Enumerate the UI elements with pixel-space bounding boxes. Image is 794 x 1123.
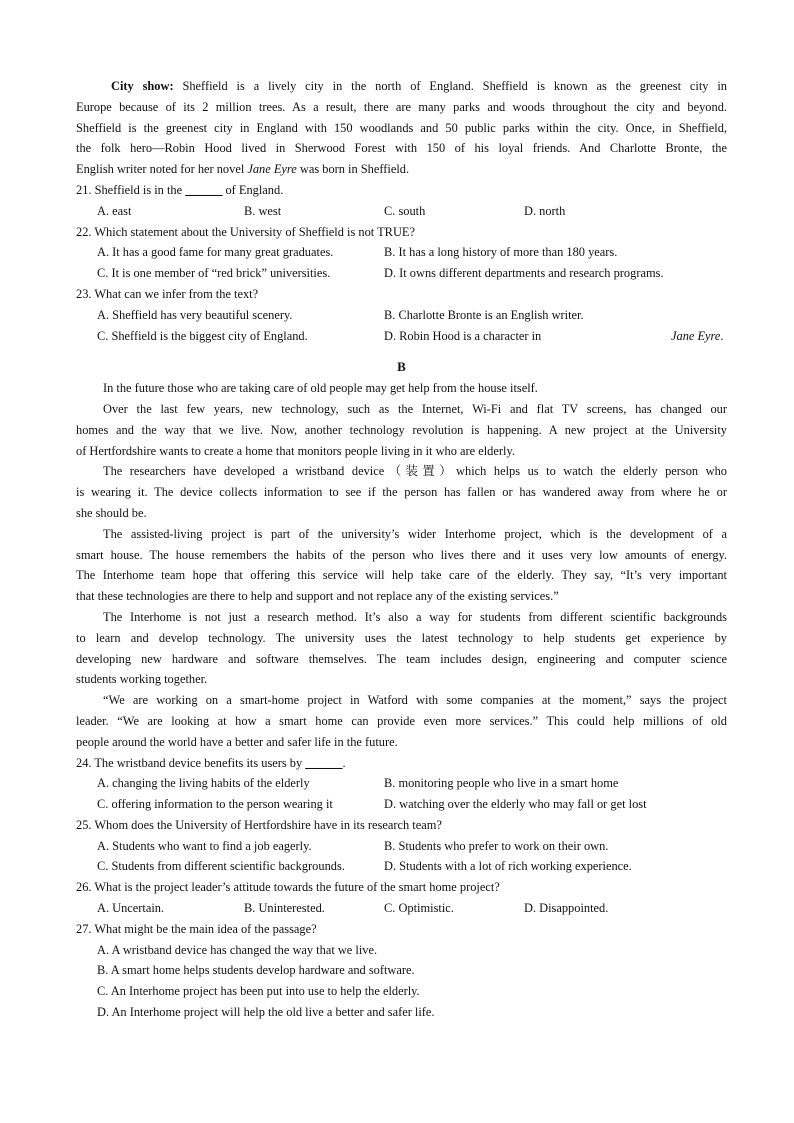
- options-row: [76, 836, 727, 857]
- novel-title: Jane Eyre: [247, 162, 297, 177]
- options-row: [76, 326, 727, 347]
- stem-text: 21. Sheffield is in the: [76, 182, 186, 197]
- option-b[interactable]: B. west: [244, 203, 282, 218]
- passage-b-p4-line: that these technologies are there to help and support and not replace any of the existing services.”: [76, 589, 559, 604]
- passage-b-p6-line: “We are working on a smart-home project in Watford with some companies at the moment,” says the project: [103, 693, 727, 708]
- options-row: [76, 242, 727, 263]
- question-25: [76, 815, 727, 877]
- passage-b-p6-line: leader. “We are looking at how a smart home can provide even more services.” This could help millions of old: [76, 713, 727, 728]
- city-show-label: City show:: [111, 79, 174, 93]
- passage-a-line-2: Europe because of its 2 million trees. As a result, there are many parks and woods throughout the city and beyond.: [76, 99, 727, 114]
- passage-b-p2-line: homes and the way that we live. Now, another technology revolution is happening. A new project at the University: [76, 422, 727, 437]
- passage-b-p3-line: The researchers have developed a wristband device（装置）which helps us to watch the elderly person who: [103, 464, 727, 479]
- passage-b-p5-line: to learn and develop technology. The university uses the latest technology to help students get experience by: [76, 630, 727, 645]
- stem-text: of England.: [222, 182, 284, 197]
- option-d[interactable]: D. watching over the elderly who may fall or get lost: [384, 797, 647, 812]
- stem-text: .: [342, 755, 346, 770]
- passage-b-p5-line: students working together.: [76, 672, 208, 687]
- options-row: [76, 773, 727, 794]
- option-a[interactable]: A. Students who want to find a job eagerly.: [97, 838, 312, 853]
- options-row: [76, 898, 727, 919]
- option-d-text: .: [720, 328, 724, 343]
- question-stem: [76, 753, 727, 774]
- option-b[interactable]: B. Uninterested.: [244, 901, 325, 916]
- passage-b-p3-line: she should be.: [76, 505, 147, 520]
- novel-title: Jane Eyre: [671, 328, 721, 343]
- passage-b-p4-line: The assisted-living project is part of the university’s wider Interhome project, which is the development of a: [103, 526, 727, 541]
- question-stem: 25. Whom does the University of Hertfordshire have in its research team?: [76, 817, 442, 832]
- question-stem: [76, 180, 727, 201]
- passage-a: [76, 76, 727, 180]
- question-stem: 26. What is the project leader’s attitude towards the future of the smart home project?: [76, 880, 500, 895]
- option-d-text: D. Robin Hood is a character in: [384, 328, 542, 343]
- options-row: [76, 263, 727, 284]
- option-c[interactable]: C. offering information to the person wearing it: [97, 797, 333, 812]
- passage-b-p2-line: Over the last few years, new technology, such as the Internet, Wi-Fi and flat TV screens, has changed our: [103, 401, 727, 416]
- passage-b: [76, 378, 727, 752]
- option-c[interactable]: C. It is one member of “red brick” universities.: [97, 266, 331, 281]
- option-a[interactable]: A. Sheffield has very beautiful scenery.: [97, 307, 293, 322]
- passage-b-p3-line: is wearing it. The device collects information to see if the person has fallen or has wandered away from where he or: [76, 485, 727, 500]
- options-row: [76, 201, 727, 222]
- option-d[interactable]: D. It owns different departments and research programs.: [384, 266, 664, 281]
- option-c[interactable]: C. Students from different scientific backgrounds.: [97, 859, 345, 874]
- options-row: [76, 794, 727, 815]
- question-27: [76, 919, 727, 1023]
- question-stem: 27. What might be the main idea of the passage?: [76, 921, 317, 936]
- question-23: [76, 284, 727, 346]
- passage-a-text: was born in Sheffield.: [296, 162, 410, 177]
- option-a[interactable]: A. A wristband device has changed the way that we live.: [97, 942, 378, 957]
- passage-b-p1: In the future those who are taking care of old people may get help from the house itself.: [103, 381, 538, 396]
- options-row: [76, 305, 727, 326]
- option-a[interactable]: A. Uncertain.: [97, 901, 165, 916]
- passage-a-line-1: [76, 76, 727, 97]
- document-page: [76, 76, 727, 1023]
- option-b[interactable]: B. A smart home helps students develop hardware and software.: [97, 963, 415, 978]
- option-b[interactable]: B. It has a long history of more than 180 years.: [384, 245, 618, 260]
- option-d[interactable]: D. Students with a lot of rich working experience.: [384, 859, 632, 874]
- option-d[interactable]: [384, 326, 724, 347]
- option-d[interactable]: D. Disappointed.: [524, 901, 609, 916]
- passage-b-p5-line: developing new hardware and software themselves. The team includes design, engineering and computer science: [76, 651, 727, 666]
- question-24: [76, 753, 727, 815]
- stem-text: 24. The wristband device benefits its users by: [76, 755, 306, 770]
- option-c[interactable]: C. Sheffield is the biggest city of England.: [97, 328, 308, 343]
- option-b[interactable]: B. monitoring people who live in a smart home: [384, 776, 619, 791]
- answer-blank: ______: [185, 182, 223, 197]
- question-21: [76, 180, 727, 222]
- passage-b-p2-line: of Hertfordshire wants to create a home that monitors people living in it who are elderly.: [76, 443, 515, 458]
- option-d[interactable]: D. An Interhome project will help the old live a better and safer life.: [97, 1005, 435, 1020]
- options-row: [76, 856, 727, 877]
- question-stem: 23. What can we infer from the text?: [76, 286, 259, 301]
- option-c[interactable]: C. south: [384, 203, 426, 218]
- passage-b-p4-line: smart house. The house remembers the habits of the person who lives there and it uses very low amounts of energy.: [76, 547, 727, 562]
- passage-a-line-5: [76, 159, 727, 180]
- option-a[interactable]: A. east: [97, 203, 132, 218]
- passage-a-line-3: Sheffield is the greenest city in England with 150 woodlands and 50 public parks within the city. Once, in Sheffield,: [76, 120, 727, 135]
- option-d[interactable]: D. north: [524, 203, 566, 218]
- passage-a-text: Sheffield is a lively city in the north of England. Sheffield is known as the greenest city in: [182, 79, 727, 93]
- passage-b-p6-line: people around the world have a better and safer life in the future.: [76, 734, 398, 749]
- passage-a-text: English writer noted for her novel: [76, 162, 248, 177]
- section-b-heading: B: [397, 359, 406, 375]
- option-a[interactable]: A. It has a good fame for many great graduates.: [97, 245, 334, 260]
- passage-b-p4-line: The Interhome team hope that offering this service will help take care of the elderly. They say, “It’s very important: [76, 568, 727, 583]
- question-22: [76, 222, 727, 284]
- answer-blank: ______: [305, 755, 343, 770]
- question-stem: 22. Which statement about the University of Sheffield is not TRUE?: [76, 224, 415, 239]
- option-a[interactable]: A. changing the living habits of the elderly: [97, 776, 310, 791]
- question-26: [76, 877, 727, 919]
- option-c[interactable]: C. An Interhome project has been put into use to help the elderly.: [97, 984, 420, 999]
- option-b[interactable]: B. Charlotte Bronte is an English writer.: [384, 307, 584, 322]
- option-c[interactable]: C. Optimistic.: [384, 901, 454, 916]
- passage-a-line-4: the folk hero—Robin Hood lived in Sherwood Forest with 150 of his loyal friends. And Charlotte Bronte, the: [76, 141, 727, 156]
- passage-b-p5-line: The Interhome is not just a research method. It’s also a way for students from different scientific backgrounds: [103, 609, 727, 624]
- option-b[interactable]: B. Students who prefer to work on their own.: [384, 838, 609, 853]
